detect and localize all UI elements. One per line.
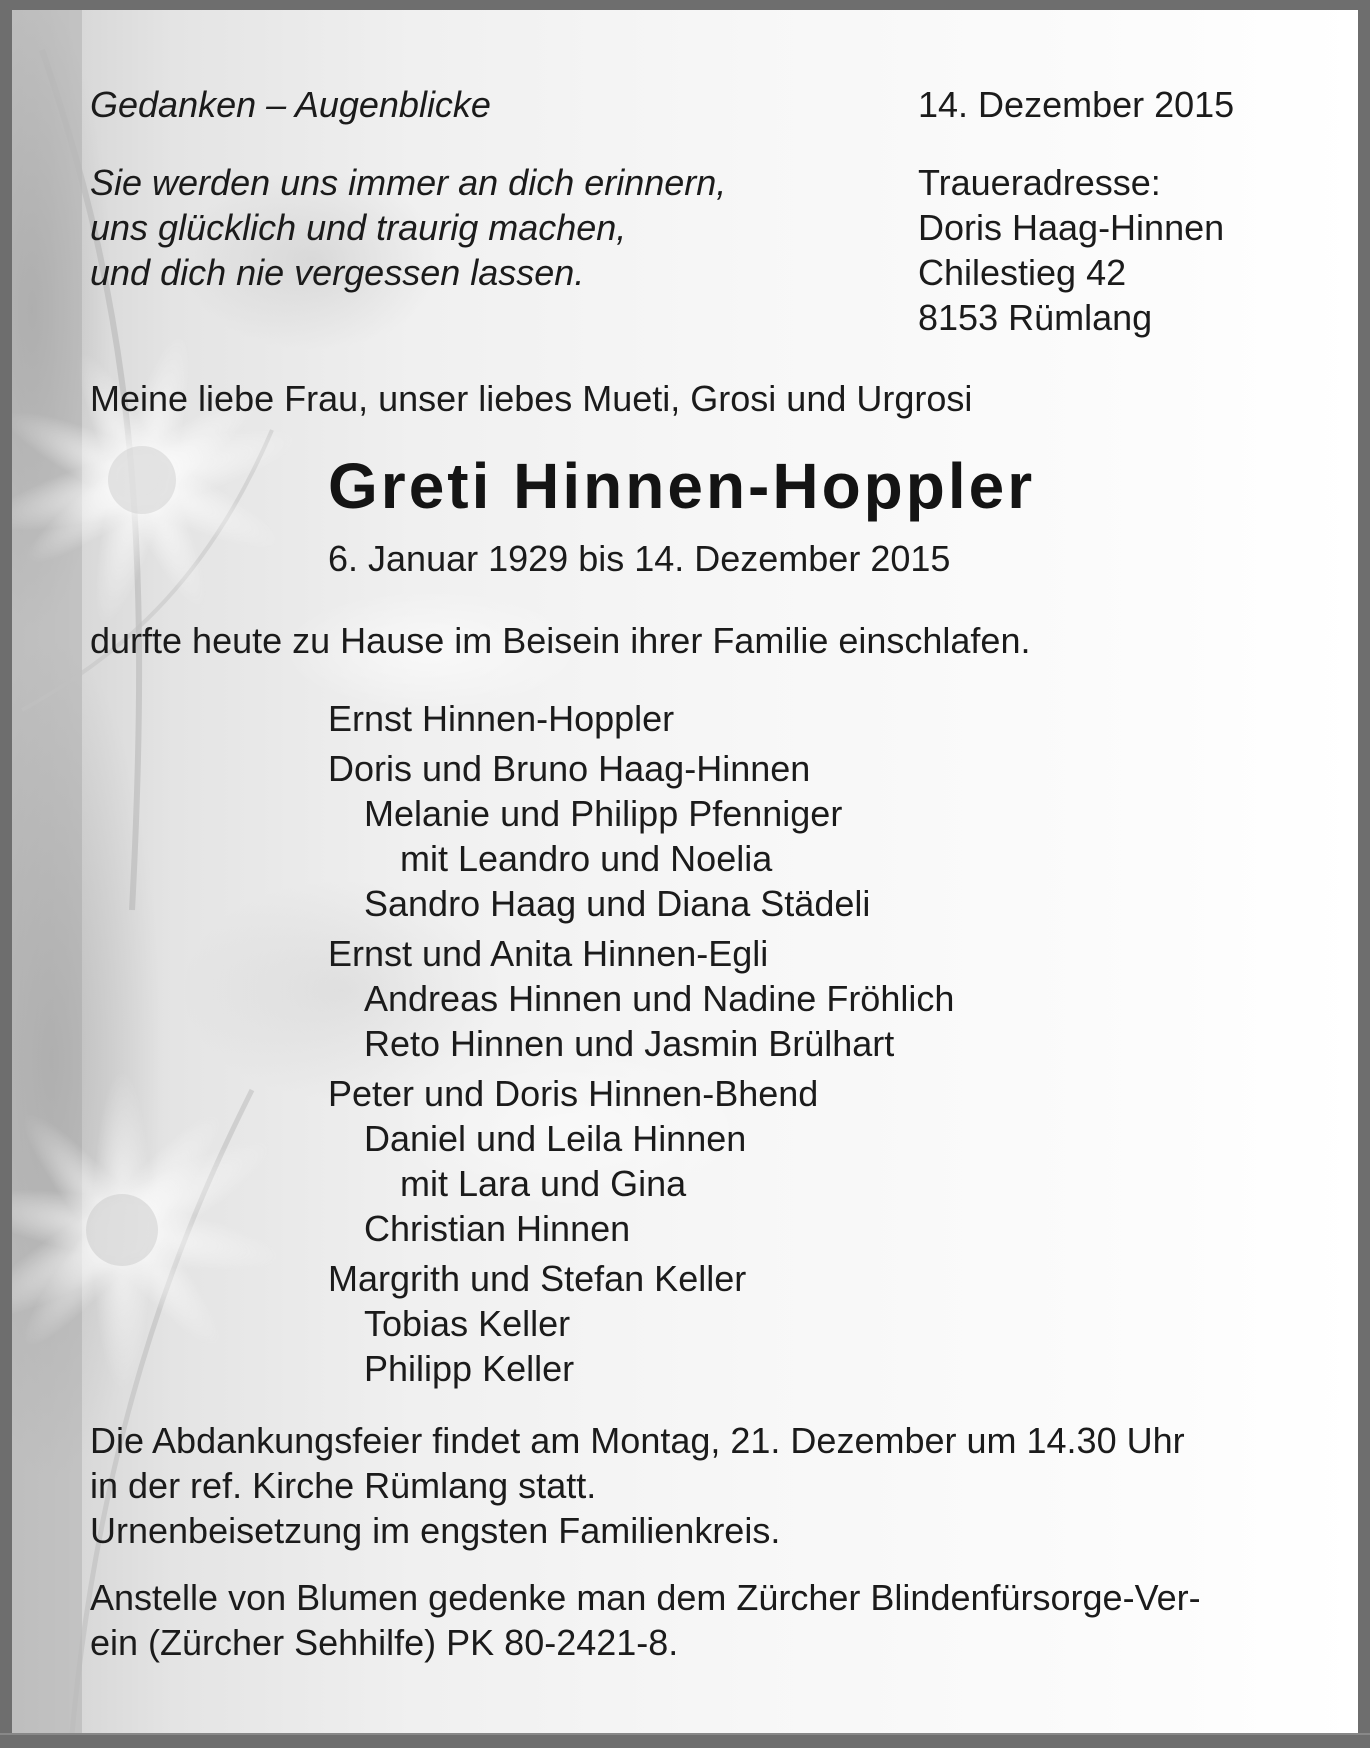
poem [90,160,726,295]
obituary-card [12,10,1358,1734]
family-member: Daniel und Leila Hinnen [364,1118,747,1159]
poem-line: Sie werden uns immer an dich erinnern, [90,162,727,203]
family-member: Peter und Doris Hinnen-Bhend [328,1073,819,1114]
family-member: Ernst Hinnen-Hoppler [328,698,675,739]
family-member: Melanie und Philipp Pfenniger [364,793,843,834]
poem-line: und dich nie vergessen lassen. [90,252,585,293]
intro-text: Meine liebe Frau, unser liebes Mueti, Grosi und Urgrosi [90,378,973,419]
address-street: Chilestieg 42 [918,252,1127,293]
family-member: mit Leandro und Noelia [400,838,773,879]
address-city: 8153 Rümlang [918,297,1153,338]
family-member: Tobias Keller [364,1303,571,1344]
family-member: Reto Hinnen und Jasmin Brülhart [364,1023,895,1064]
family-member: Margrith und Stefan Keller [328,1258,747,1299]
poem-line: uns glücklich und traurig machen, [90,207,627,248]
family-member: Christian Hinnen [364,1208,631,1249]
donation-line: ein (Zürcher Sehhilfe) PK 80-2421-8. [90,1622,679,1663]
bottom-divider [0,1733,1370,1735]
family-member: Sandro Haag und Diana Städeli [364,883,871,924]
family-member: mit Lara und Gina [400,1163,687,1204]
address-name: Doris Haag-Hinnen [918,207,1225,248]
donation-line: Anstelle von Blumen gedenke man dem Zürcher Blindenfürsorge-Ver- [90,1577,1201,1618]
publication-date: 14. Dezember 2015 [918,84,1235,125]
family-list [328,696,954,1391]
ceremony-line: Urnenbeisetzung im engsten Familienkreis. [90,1510,781,1551]
mourning-address [918,160,1224,340]
ceremony-line: in der ref. Kirche Rümlang statt. [90,1465,597,1506]
family-member: Philipp Keller [364,1348,575,1389]
life-dates: 6. Januar 1929 bis 14. Dezember 2015 [328,538,951,579]
address-label: Traueradresse: [918,162,1161,203]
ceremony-info [90,1418,1185,1553]
donation-info [90,1575,1201,1665]
family-member: Doris und Bruno Haag-Hinnen [328,748,811,789]
ceremony-line: Die Abdankungsfeier findet am Montag, 21. Dezember um 14.30 Uhr [90,1420,1185,1461]
deceased-name: Greti Hinnen-Hoppler [328,450,1036,522]
family-member: Andreas Hinnen und Nadine Fröhlich [364,978,955,1019]
passing-statement: durfte heute zu Hause im Beisein ihrer Familie einschlafen. [90,620,1031,661]
header-title: Gedanken – Augenblicke [90,84,491,125]
family-member: Ernst und Anita Hinnen-Egli [328,933,769,974]
